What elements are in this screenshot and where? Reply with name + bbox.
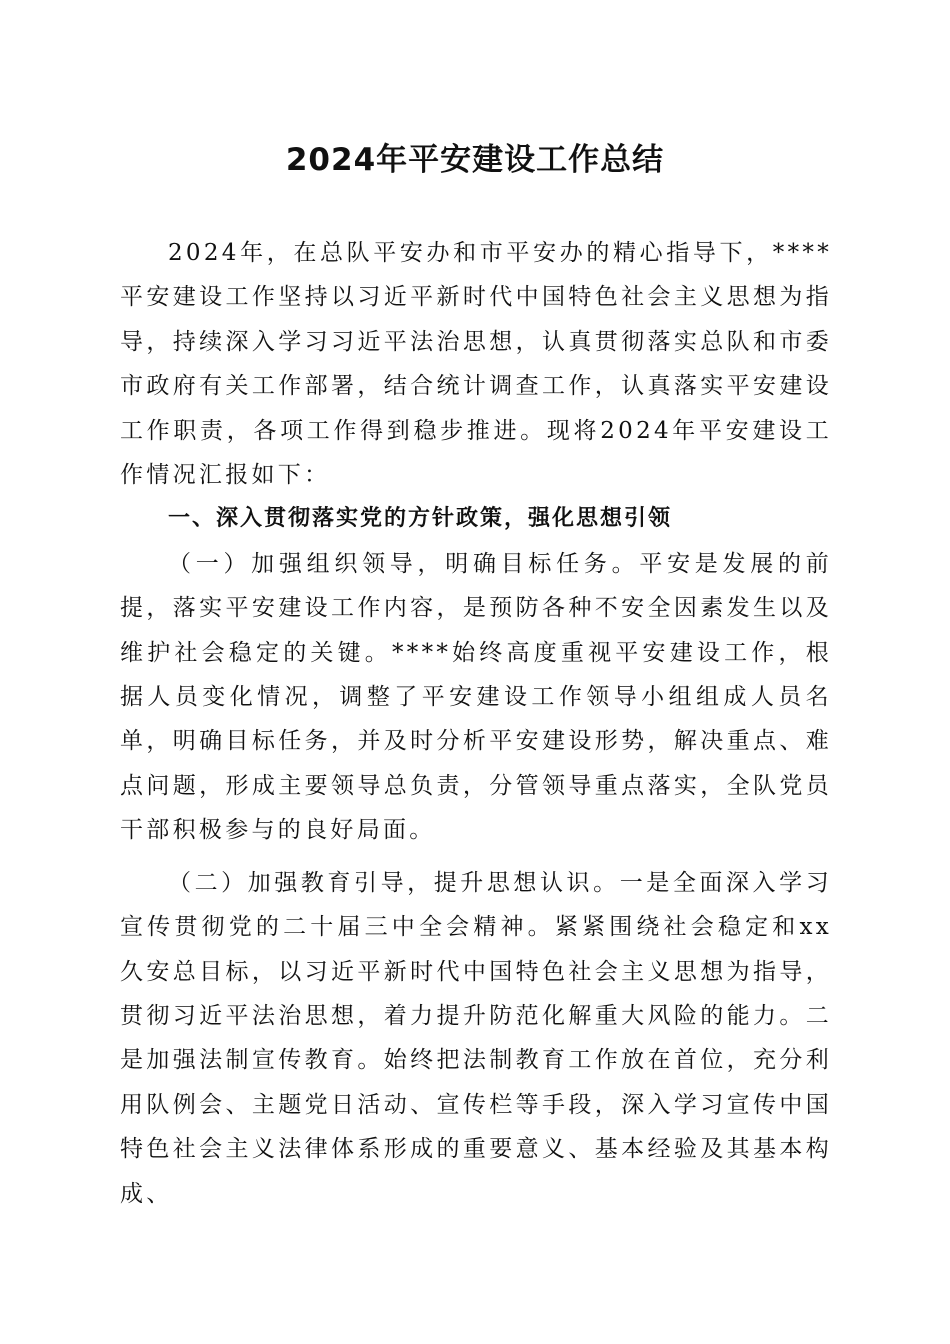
subsection-paragraph-1: （一）加强组织领导，明确目标任务。平安是发展的前提，落实平安建设工作内容，是预防各种不安全因素发生以及维护社会稳定的关键。****始终高度重视平安建设工作，根据人员变化情况，调整了平安建设工作领导小组组成人员名单，明确目标任务，并及时分析平安建设形势，解决重点、难点问题，形成主要领导总负责，分管领导重点落实，全队党员干部积极参与的良好局面。 — [120, 550, 832, 844]
document-title: 2024年平安建设工作总结 — [285, 142, 665, 178]
intro-paragraph: 2024年，在总队平安办和市平安办的精心指导下，****平安建设工作坚持以习近平新时代中国特色社会主义思想为指导，持续深入学习习近平法治思想，认真贯彻落实总队和市委市政府有关工作部署，结合统计调查工作，认真落实平安建设工作职责，各项工作得到稳步推进。现将2024年平安建设工作情况汇报如下： — [120, 240, 832, 489]
section-heading-1: 一、深入贯彻落实党的方针政策，强化思想引领 — [168, 506, 673, 532]
document-body — [120, 231, 832, 1216]
subsection-paragraph-2: （二）加强教育引导，提升思想认识。一是全面深入学习宣传贯彻党的二十届三中全会精神。紧紧围绕社会稳定和xx久安总目标，以习近平新时代中国特色社会主义思想为指导，贯彻习近平法治思想，着力提升防范化解重大风险的能力。二是加强法制宣传教育。始终把法制教育工作放在首位，充分利用队例会、主题党日活动、宣传栏等手段，深入学习宣传中国特色社会主义法律体系形成的重要意义、基本经验及其基本构成、 — [120, 869, 832, 1207]
